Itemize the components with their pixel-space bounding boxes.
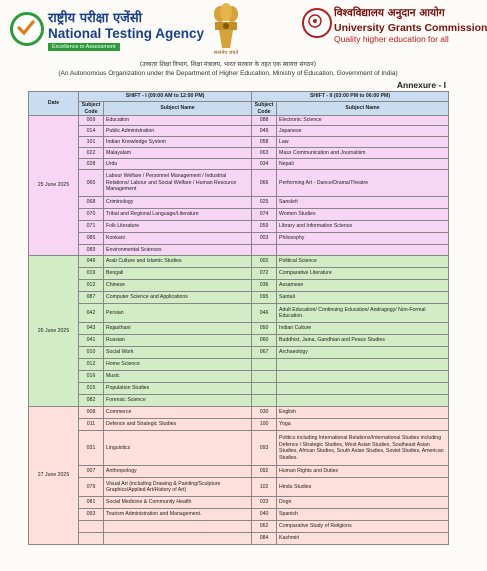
ugc-name: University Grants Commission: [334, 22, 487, 34]
shift2-subject-name: Spanish: [277, 509, 449, 521]
table-subheader-row: [29, 102, 449, 116]
shift1-subject-name: Linguistics: [104, 431, 252, 466]
shift1-subject-code: 101: [79, 137, 104, 148]
shift2-subject-name: Library and Information Science: [277, 221, 449, 233]
shift2-subject-code: [252, 245, 277, 256]
shift1-subject-code: 007: [79, 466, 104, 478]
shift2-subject-code: 060: [252, 335, 277, 347]
table-row: [29, 497, 449, 509]
shift1-subject-name: Social Work: [104, 347, 252, 359]
shift2-subject-name: Nepali: [277, 159, 449, 170]
shift1-subject-code: [79, 533, 104, 545]
shift1-subject-code: 049: [79, 256, 104, 268]
shift1-subject-code: 008: [79, 407, 104, 419]
shift1-subject-name: Music: [104, 371, 252, 383]
exam-schedule-table: [28, 91, 449, 545]
shift1-subject-name: Chinese: [104, 280, 252, 292]
shift2-subject-name: English: [277, 407, 449, 419]
emblem-caption: सत्यमेव जयते: [213, 50, 239, 56]
annexure-label: Annexure - I: [396, 80, 446, 90]
shift2-subject-code: 036: [252, 280, 277, 292]
shift1-subject-code: 009: [79, 116, 104, 126]
shift1-subject-name: Russian: [104, 335, 252, 347]
shift2-name-header: Subject Name: [277, 102, 449, 116]
shift1-subject-code: 070: [79, 209, 104, 221]
shift2-subject-name: [277, 371, 449, 383]
table-row: [29, 419, 449, 431]
shift1-subject-name: Public Administration: [104, 126, 252, 137]
shift2-subject-name: Women Studies: [277, 209, 449, 221]
shift2-subject-name: Politics including International Relations/International Studies including Defence / Strategic Studies, West Asian Studies, Southeast Asian Studies, African Studies, South Asian Studies, Soviet Studies, American Studies.: [277, 431, 449, 466]
shift1-subject-name: Bengali: [104, 268, 252, 280]
shift2-subject-code: [252, 359, 277, 371]
shift2-subject-name: Philosophy: [277, 233, 449, 245]
shift1-subject-name: Indian Knowledge System: [104, 137, 252, 148]
shift2-subject-code: 100: [252, 419, 277, 431]
table-row: [29, 533, 449, 545]
shift1-subject-name: Home Science: [104, 359, 252, 371]
shift1-subject-name: Labour Welfare / Personnel Management / Industrial Relations/ Labour and Social Welfare / Human Resource Management: [104, 170, 252, 197]
shift1-subject-code: 028: [79, 159, 104, 170]
shift1-subject-code: 022: [79, 148, 104, 159]
shift1-subject-code: 043: [79, 323, 104, 335]
table-row: [29, 478, 449, 497]
shift1-subject-code: [79, 521, 104, 533]
shift1-subject-name: Education: [104, 116, 252, 126]
shift2-subject-code: [252, 371, 277, 383]
table-row: [29, 221, 449, 233]
shift1-subject-code: 085: [79, 233, 104, 245]
table-row: [29, 371, 449, 383]
checkmark-icon: [10, 12, 44, 46]
shift2-subject-code: 046: [252, 304, 277, 323]
shift1-subject-code: 010: [79, 347, 104, 359]
shift1-subject-name: Anthropology: [104, 466, 252, 478]
shift2-subject-code: 063: [252, 148, 277, 159]
shift2-subject-name: Assamese: [277, 280, 449, 292]
table-row: [29, 521, 449, 533]
shift1-subject-name: Malayalam: [104, 148, 252, 159]
nta-name: National Testing Agency: [48, 26, 205, 41]
date-cell: 27 June 2025: [29, 407, 79, 545]
ugc-seal-icon: [302, 8, 332, 38]
table-row: [29, 170, 449, 197]
table-row: [29, 137, 449, 148]
shift1-subject-code: 089: [79, 245, 104, 256]
table-row: [29, 383, 449, 395]
shift2-subject-name: Performing Art - Dance/Drama/Theatre: [277, 170, 449, 197]
table-row: [29, 280, 449, 292]
shift2-subject-code: 066: [252, 170, 277, 197]
shift2-subject-name: [277, 383, 449, 395]
table-row: [29, 304, 449, 323]
table-row: [29, 509, 449, 521]
shift2-subject-code: 033: [252, 497, 277, 509]
shift1-subject-code: 031: [79, 431, 104, 466]
nta-hindi-name: राष्ट्रीय परीक्षा एजेंसी: [48, 11, 142, 26]
subtitle: (An Autonomous Organization under the Department of Higher Education, Ministry of Education, Government of India): [58, 70, 398, 77]
shift2-subject-code: 084: [252, 533, 277, 545]
shift1-subject-name: Criminology: [104, 197, 252, 209]
shift2-subject-code: 058: [252, 137, 277, 148]
table-row: [29, 209, 449, 221]
shift2-subject-name: Human Rights and Duties: [277, 466, 449, 478]
header: [0, 0, 487, 62]
shift2-subject-code: 088: [252, 116, 277, 126]
shift2-subject-name: Mass Communication and Journalism: [277, 148, 449, 159]
shift2-subject-name: [277, 395, 449, 407]
shift2-subject-code: 030: [252, 407, 277, 419]
table-row: [29, 116, 449, 126]
shift2-subject-code: 095: [252, 292, 277, 304]
shift2-subject-code: 072: [252, 268, 277, 280]
shift1-subject-name: Tourism Administration and Management.: [104, 509, 252, 521]
table-row: [29, 233, 449, 245]
shift1-subject-code: 014: [79, 126, 104, 137]
table-row: [29, 431, 449, 466]
shift2-subject-name: Hindu Studies: [277, 478, 449, 497]
shift2-subject-code: 067: [252, 347, 277, 359]
nta-tagline: Excellence in Assessment: [48, 43, 120, 51]
shift1-subject-code: 065: [79, 170, 104, 197]
shift1-subject-name: Commerce: [104, 407, 252, 419]
date-column-header: Date: [29, 92, 79, 116]
shift2-subject-code: 040: [252, 509, 277, 521]
table-row: [29, 347, 449, 359]
shift2-subject-code: 025: [252, 197, 277, 209]
table-row: [29, 197, 449, 209]
shift2-code-header: Subject Code: [252, 102, 277, 116]
shift1-subject-name: Population Studies: [104, 383, 252, 395]
shift2-subject-name: Archaeology: [277, 347, 449, 359]
shift2-subject-code: 062: [252, 521, 277, 533]
shift1-name-header: Subject Name: [104, 102, 252, 116]
shift2-subject-code: [252, 395, 277, 407]
shift1-subject-code: 041: [79, 335, 104, 347]
table-header-row: [29, 92, 449, 102]
shift1-subject-code: 087: [79, 292, 104, 304]
shift1-subject-name: [104, 533, 252, 545]
shift1-subject-name: Rajasthani: [104, 323, 252, 335]
shift1-subject-code: 082: [79, 395, 104, 407]
table-row: [29, 268, 449, 280]
shift1-subject-name: Arab Culture and Islamic Studies: [104, 256, 252, 268]
shift1-subject-name: Social Medicine & Community Health: [104, 497, 252, 509]
shift1-subject-code: 079: [79, 478, 104, 497]
shift1-subject-code: 093: [79, 509, 104, 521]
shift1-subject-name: Computer Science and Applications: [104, 292, 252, 304]
shift2-subject-name: Political Science: [277, 256, 449, 268]
table-row: [29, 395, 449, 407]
shift1-subject-name: Visual Art (including Drawing & Painting/Sculpture Graphics/Applied Art/History of Art): [104, 478, 252, 497]
shift2-subject-code: 049: [252, 126, 277, 137]
ugc-tagline: Quality higher education for all: [334, 34, 449, 44]
shift1-subject-code: 016: [79, 371, 104, 383]
table-row: [29, 407, 449, 419]
table-row: [29, 323, 449, 335]
shift2-subject-name: [277, 359, 449, 371]
shift1-subject-name: Persian: [104, 304, 252, 323]
shift1-subject-code: 019: [79, 268, 104, 280]
subtitle-hindi: (उच्चतर शिक्षा विभाग, शिक्षा मंत्रालय, भारत सरकार के तहत एक स्वायत्त संगठन): [139, 61, 317, 68]
date-cell: 26 June 2025: [29, 256, 79, 407]
shift2-subject-code: [252, 383, 277, 395]
shift2-subject-name: Santali: [277, 292, 449, 304]
shift2-subject-name: Comparative Literature: [277, 268, 449, 280]
shift2-subject-name: Comparative Study of Religions: [277, 521, 449, 533]
shift2-subject-name: Dogri: [277, 497, 449, 509]
shift1-subject-code: 071: [79, 221, 104, 233]
shift1-subject-name: Folk Literature: [104, 221, 252, 233]
table-row: [29, 126, 449, 137]
shift2-subject-code: 034: [252, 159, 277, 170]
table-row: [29, 292, 449, 304]
date-cell: 25 June 2025: [29, 116, 79, 256]
shift2-subject-name: Sanskrit: [277, 197, 449, 209]
shift2-subject-name: Kashmiri: [277, 533, 449, 545]
shift2-subject-name: Japanese: [277, 126, 449, 137]
shift1-subject-name: Defence and Strategic Studies: [104, 419, 252, 431]
table-row: [29, 359, 449, 371]
shift2-subject-code: 002: [252, 256, 277, 268]
shift2-subject-code: 074: [252, 209, 277, 221]
table-row: [29, 148, 449, 159]
shift1-code-header: Subject Code: [79, 102, 104, 116]
shift1-subject-code: 015: [79, 383, 104, 395]
shift1-subject-code: 081: [79, 497, 104, 509]
table-row: [29, 466, 449, 478]
shift1-subject-code: 012: [79, 359, 104, 371]
shift2-subject-code: 059: [252, 221, 277, 233]
shift2-header: SHIFT - II (03:00 PM to 06:00 PM): [252, 92, 449, 102]
shift1-subject-code: 068: [79, 197, 104, 209]
table-row: [29, 245, 449, 256]
shift2-subject-name: Buddhist, Jaina, Gandhian and Peace Studies: [277, 335, 449, 347]
shift2-subject-code: 050: [252, 323, 277, 335]
shift2-subject-name: Indian Culture: [277, 323, 449, 335]
shift2-subject-name: Electronic Science: [277, 116, 449, 126]
shift1-subject-name: Forensic Science: [104, 395, 252, 407]
table-row: [29, 159, 449, 170]
shift2-subject-code: 092: [252, 466, 277, 478]
shift2-subject-name: Yoga: [277, 419, 449, 431]
shift1-subject-name: Konkani: [104, 233, 252, 245]
nta-logo: [6, 4, 205, 50]
shift1-subject-code: 011: [79, 419, 104, 431]
shift2-subject-code: 003: [252, 233, 277, 245]
shift1-subject-code: 012: [79, 280, 104, 292]
shift2-subject-code: 093: [252, 431, 277, 466]
shift1-subject-name: [104, 521, 252, 533]
shift2-subject-name: [277, 245, 449, 256]
shift1-subject-name: Urdu: [104, 159, 252, 170]
shift2-subject-code: 102: [252, 478, 277, 497]
table-row: [29, 256, 449, 268]
table-row: [29, 335, 449, 347]
shift2-subject-name: Law: [277, 137, 449, 148]
shift1-header: SHIFT - I (09:00 AM to 12:00 PM): [79, 92, 252, 102]
shift1-subject-name: Tribal and Regional Language/Literature: [104, 209, 252, 221]
shift1-subject-code: 042: [79, 304, 104, 323]
ugc-hindi-name: विश्वविद्यालय अनुदान आयोग: [334, 7, 445, 19]
shift1-subject-name: Environmental Sciences: [104, 245, 252, 256]
national-emblem-icon: [210, 2, 242, 54]
shift2-subject-name: Adult Education/ Continuing Education/ Andragogy/ Non-Formal Education.: [277, 304, 449, 323]
